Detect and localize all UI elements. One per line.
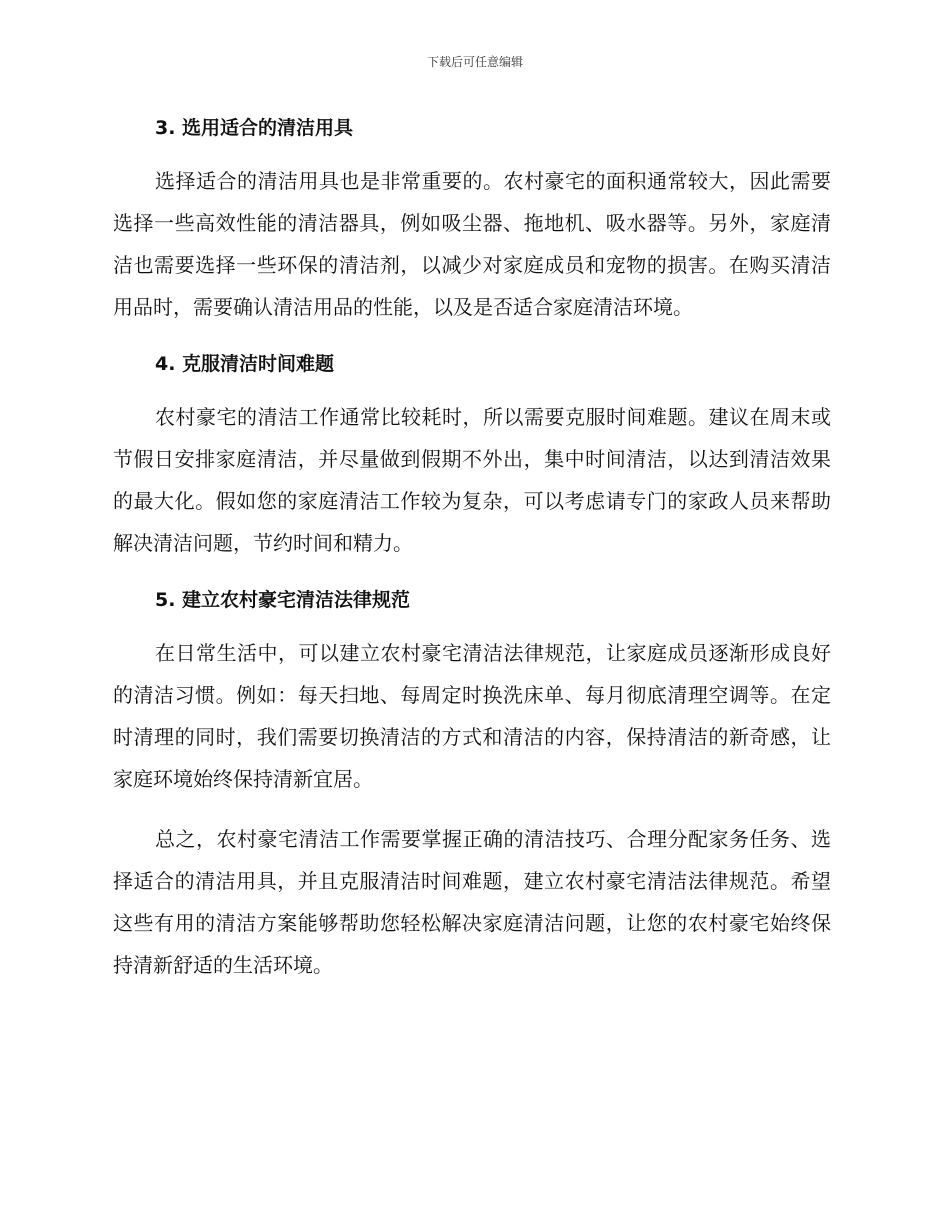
section-paragraph-3: 选择适合的清洁用具也是非常重要的。农村豪宅的面积通常较大，因此需要选择一些高效性能的清洁器具，例如吸尘器、拖地机、吸水器等。另外，家庭清洁也需要选择一些环保的清洁剂，以减少对家庭成员和宠物的损害。在购买清洁用品时，需要确认清洁用品的性能，以及是否适合家庭清洁环境。 [113, 169, 831, 319]
document-body [113, 110, 831, 986]
page-header: 下载后可任意编辑 [426, 55, 523, 69]
section-heading-5: 5. 建立农村豪宅清洁法律规范 [155, 589, 411, 611]
section-heading-3: 3. 选用适合的清洁用具 [155, 117, 354, 139]
section-heading-4: 4. 克服清洁时间难题 [155, 353, 335, 375]
section-paragraph-4: 农村豪宅的清洁工作通常比较耗时，所以需要克服时间难题。建议在周末或节假日安排家庭清洁，并尽量做到假期不外出，集中时间清洁，以达到清洁效果的最大化。假如您的家庭清洁工作较为复杂，可以考虑请专门的家政人员来帮助解决清洁问题，节约时间和精力。 [113, 405, 831, 555]
section-paragraph-5: 在日常生活中，可以建立农村豪宅清洁法律规范，让家庭成员逐渐形成良好的清洁习惯。例如：每天扫地、每周定时换洗床单、每月彻底清理空调等。在定时清理的同时，我们需要切换清洁的方式和清洁的内容，保持清洁的新奇感，让家庭环境始终保持清新宜居。 [113, 641, 831, 791]
conclusion-paragraph: 总之，农村豪宅清洁工作需要掌握正确的清洁技巧、合理分配家务任务、选择适合的清洁用具，并且克服清洁时间难题，建立农村豪宅清洁法律规范。希望这些有用的清洁方案能够帮助您轻松解决家庭清洁问题，让您的农村豪宅始终保持清新舒适的生活环境。 [113, 827, 831, 977]
